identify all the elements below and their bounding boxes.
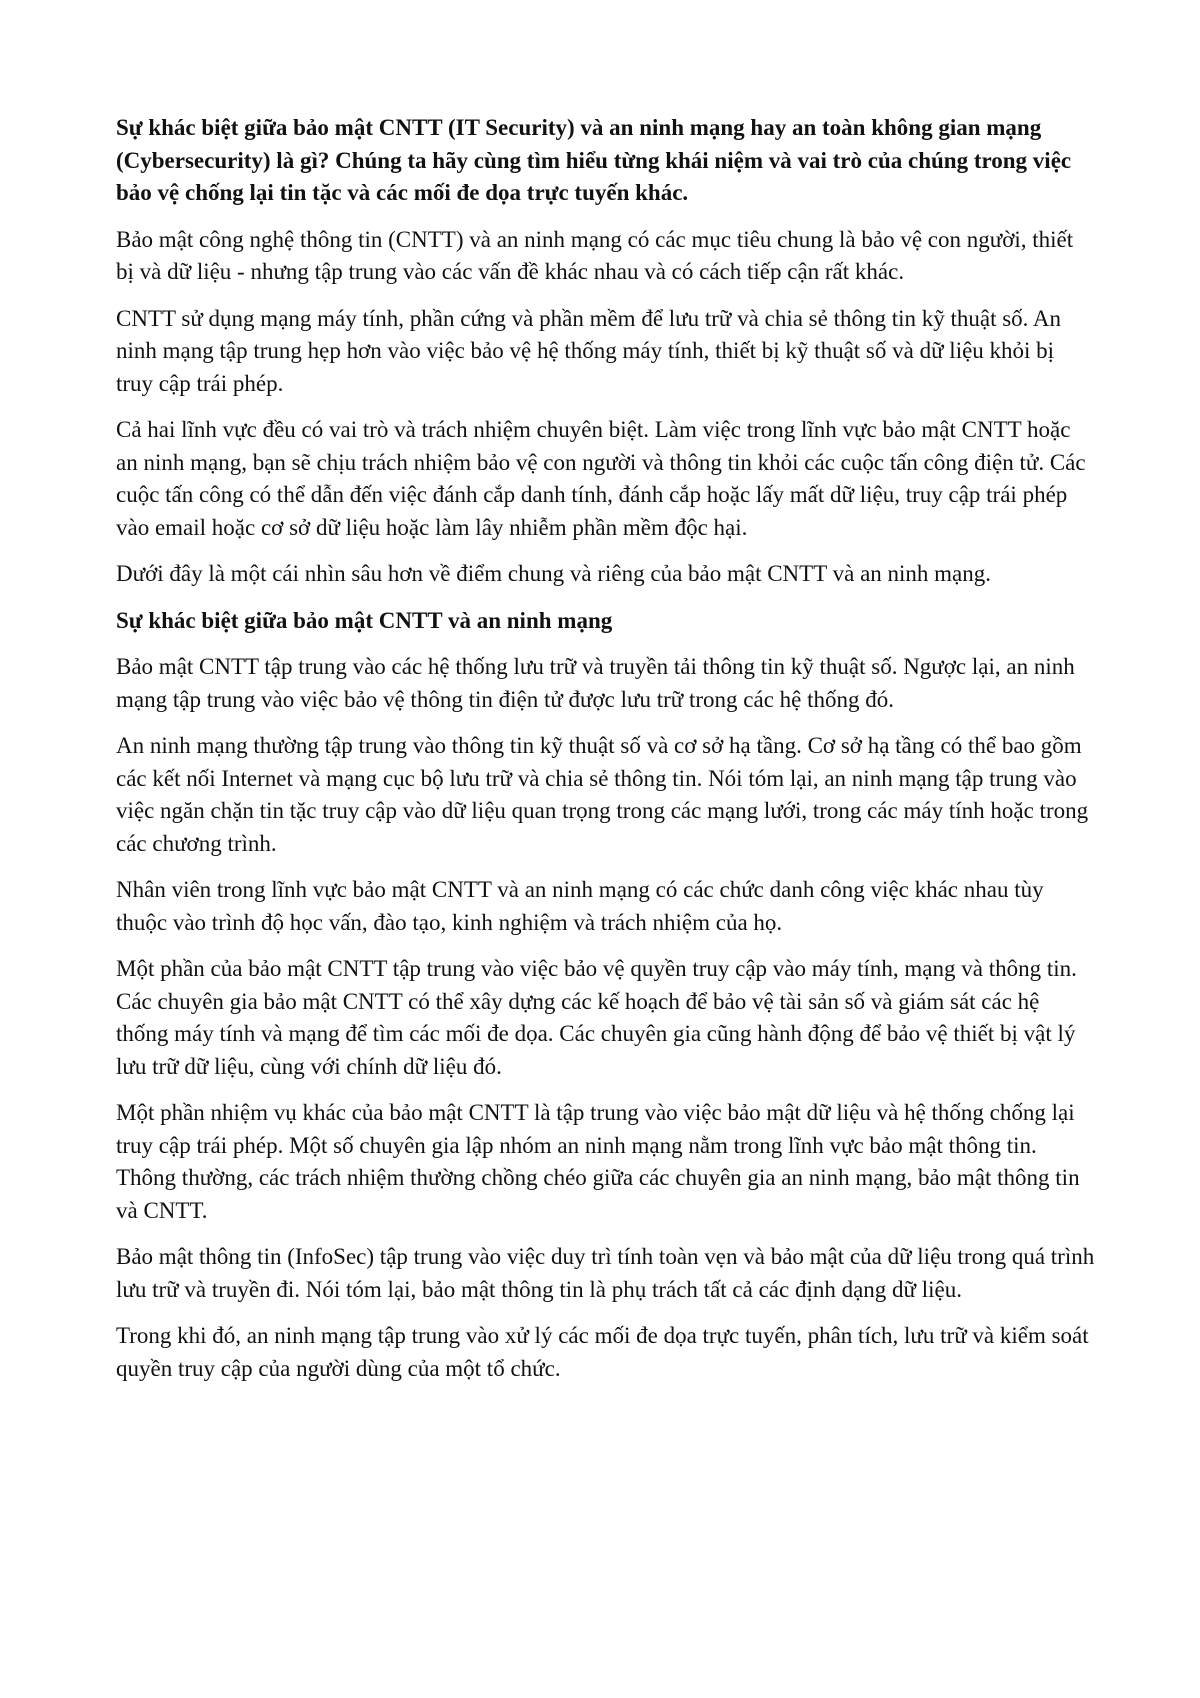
document-body: [116, 112, 1096, 1399]
body-paragraph: Nhân viên trong lĩnh vực bảo mật CNTT và an ninh mạng có các chức danh công việc khác nhau tùy thuộc vào trình độ học vấn, đào tạo, kinh nghiệm và trách nhiệm của họ.: [116, 877, 1044, 935]
intro-paragraph: Sự khác biệt giữa bảo mật CNTT (IT Security) và an ninh mạng hay an toàn không gian mạng (Cybersecurity) là gì? Chúng ta hãy cùng tìm hiểu từng khái niệm và vai trò của chúng trong việc bảo vệ chống lại tin tặc và các mối đe dọa trực tuyến khác.: [116, 115, 1072, 205]
body-paragraph: An ninh mạng thường tập trung vào thông tin kỹ thuật số và cơ sở hạ tầng. Cơ sở hạ tầng có thể bao gồm các kết nối Internet và mạng cục bộ lưu trữ và chia sẻ thông tin. Nói tóm lại, an ninh mạng tập trung vào việc ngăn chặn tin tặc truy cập vào dữ liệu quan trọng trong các mạng lưới, trong các máy tính hoặc trong các chương trình.: [116, 733, 1089, 856]
body-paragraph: Cả hai lĩnh vực đều có vai trò và trách nhiệm chuyên biệt. Làm việc trong lĩnh vực bảo mật CNTT hoặc an ninh mạng, bạn sẽ chịu trách nhiệm bảo vệ con người và thông tin khỏi các cuộc tấn công điện tử. Các cuộc tấn công có thể dẫn đến việc đánh cắp danh tính, đánh cắp hoặc lấy mất dữ liệu, truy cập trái phép vào email hoặc cơ sở dữ liệu hoặc làm lây nhiễm phần mềm độc hại.: [116, 417, 1086, 540]
body-paragraph: Trong khi đó, an ninh mạng tập trung vào xử lý các mối đe dọa trực tuyến, phân tích, lưu trữ và kiểm soát quyền truy cập của người dùng của một tổ chức.: [116, 1323, 1089, 1381]
section-heading: Sự khác biệt giữa bảo mật CNTT và an ninh mạng: [116, 607, 613, 633]
body-paragraph: Một phần nhiệm vụ khác của bảo mật CNTT là tập trung vào việc bảo mật dữ liệu và hệ thống chống lại truy cập trái phép. Một số chuyên gia lập nhóm an ninh mạng nằm trong lĩnh vực bảo mật thông tin. Thông thường, các trách nhiệm thường chồng chéo giữa các chuyên gia an ninh mạng, bảo mật thông tin và CNTT.: [116, 1100, 1080, 1223]
body-paragraph: Bảo mật thông tin (InfoSec) tập trung vào việc duy trì tính toàn vẹn và bảo mật của dữ liệu trong quá trình lưu trữ và truyền đi. Nói tóm lại, bảo mật thông tin là phụ trách tất cả các định dạng dữ liệu.: [116, 1244, 1095, 1302]
body-paragraph: Dưới đây là một cái nhìn sâu hơn về điểm chung và riêng của bảo mật CNTT và an ninh mạng.: [116, 561, 992, 586]
body-paragraph: Bảo mật CNTT tập trung vào các hệ thống lưu trữ và truyền tải thông tin kỹ thuật số. Ngược lại, an ninh mạng tập trung vào việc bảo vệ thông tin điện tử được lưu trữ trong các hệ thống đó.: [116, 654, 1075, 712]
body-paragraph: Bảo mật công nghệ thông tin (CNTT) và an ninh mạng có các mục tiêu chung là bảo vệ con người, thiết bị và dữ liệu - nhưng tập trung vào các vấn đề khác nhau và có cách tiếp cận rất khác.: [116, 226, 1074, 284]
body-paragraph: CNTT sử dụng mạng máy tính, phần cứng và phần mềm để lưu trữ và chia sẻ thông tin kỹ thuật số. An ninh mạng tập trung hẹp hơn vào việc bảo vệ hệ thống máy tính, thiết bị kỹ thuật số và dữ liệu khỏi bị truy cập trái phép.: [116, 305, 1062, 396]
body-paragraph: Một phần của bảo mật CNTT tập trung vào việc bảo vệ quyền truy cập vào máy tính, mạng và thông tin. Các chuyên gia bảo mật CNTT có thể xây dựng các kế hoạch để bảo vệ tài sản số và giám sát các hệ thống máy tính và mạng để tìm các mối đe dọa. Các chuyên gia cũng hành động để bảo vệ thiết bị vật lý lưu trữ dữ liệu, cùng với chính dữ liệu đó.: [116, 956, 1077, 1079]
